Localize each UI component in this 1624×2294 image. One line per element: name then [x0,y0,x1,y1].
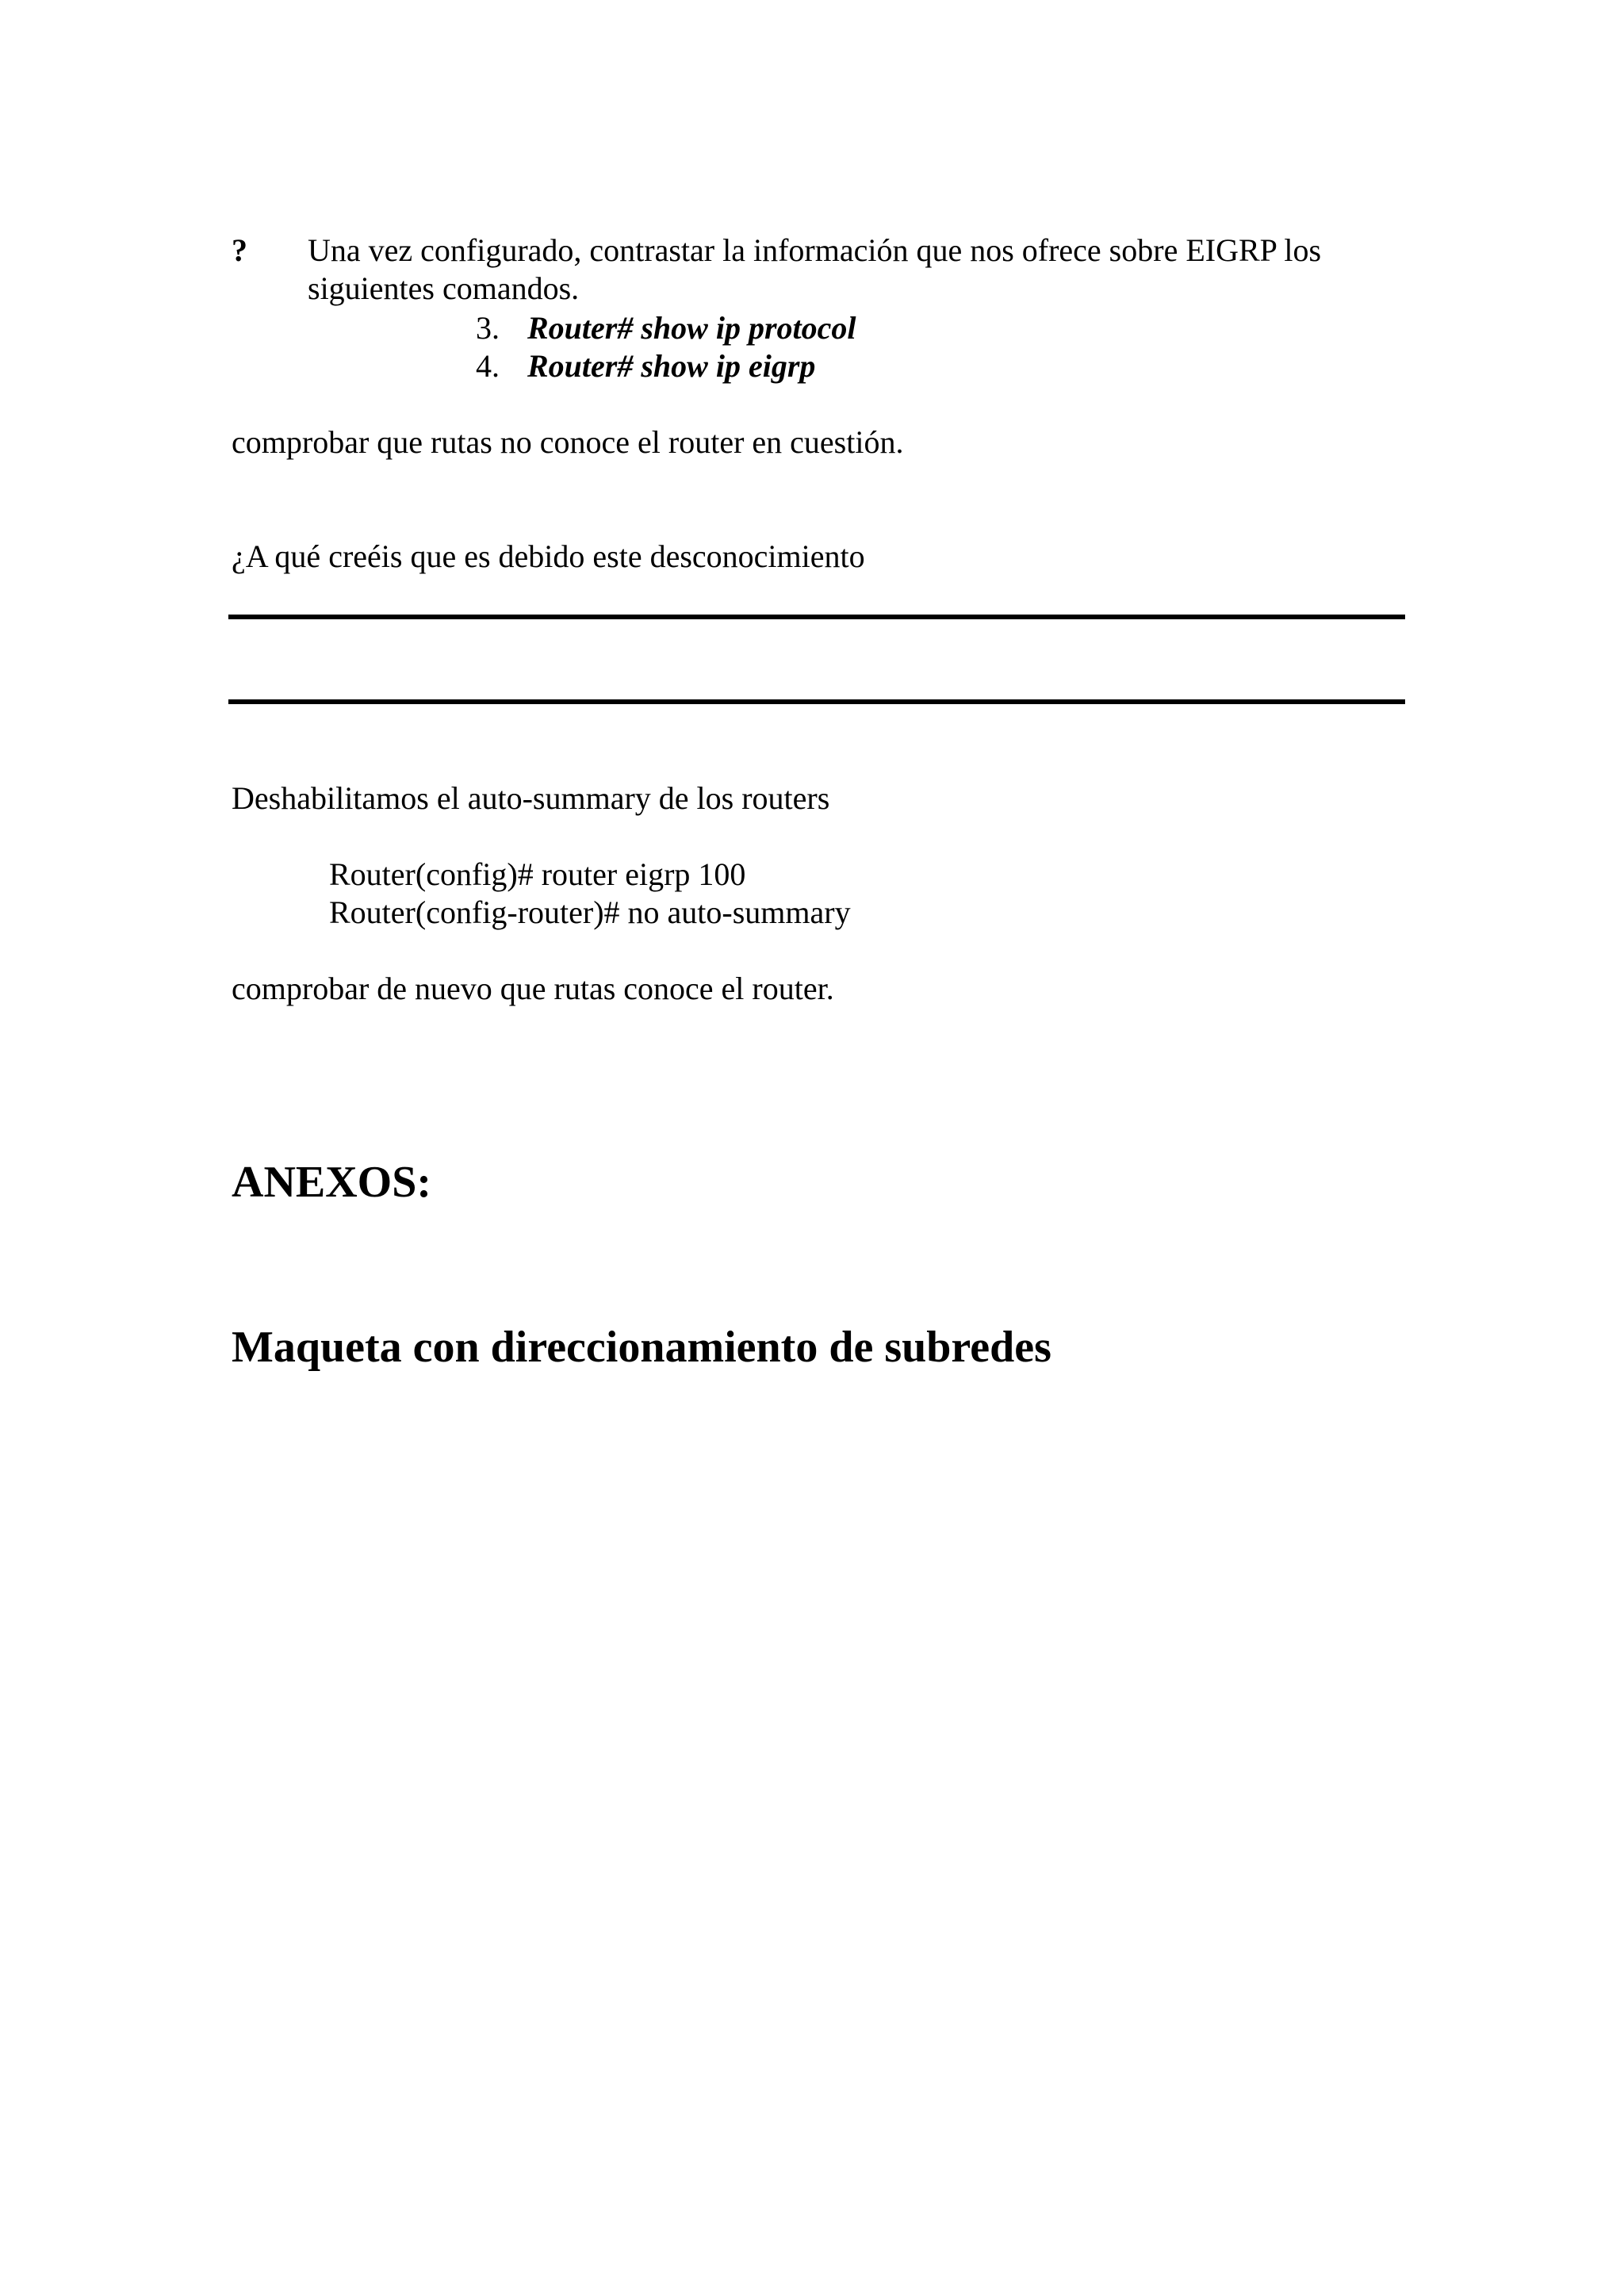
instruction-line-2: siguientes comandos. [308,270,580,306]
paragraph-check-again: comprobar de nuevo que rutas conoce el router. [232,971,834,1006]
paragraph-check-unknown-routes: comprobar que rutas no conoce el router en cuestión. [232,424,904,460]
question-bullet: ? [232,232,247,268]
command-show-ip-protocol: Router# show ip protocol [527,310,856,346]
command-number: 3. [476,310,500,346]
instruction-line-1: Una vez configurado, contrastar la información que nos ofrece sobre EIGRP los [308,232,1322,268]
heading-maqueta: Maqueta con direccionamiento de subredes [232,1323,1051,1372]
command-number: 4. [476,348,500,384]
command-show-ip-eigrp: Router# show ip eigrp [527,348,816,384]
config-line-router-eigrp: Router(config)# router eigrp 100 [329,856,746,892]
answer-line-1 [228,615,1405,619]
heading-anexos: ANEXOS: [232,1158,432,1207]
paragraph-disable-auto-summary: Deshabilitamos el auto-summary de los routers [232,780,830,816]
question-text: ¿A qué creéis que es debido este desconocimiento [232,538,865,574]
config-line-no-auto-summary: Router(config-router)# no auto-summary [329,894,851,930]
answer-line-2 [228,699,1405,704]
